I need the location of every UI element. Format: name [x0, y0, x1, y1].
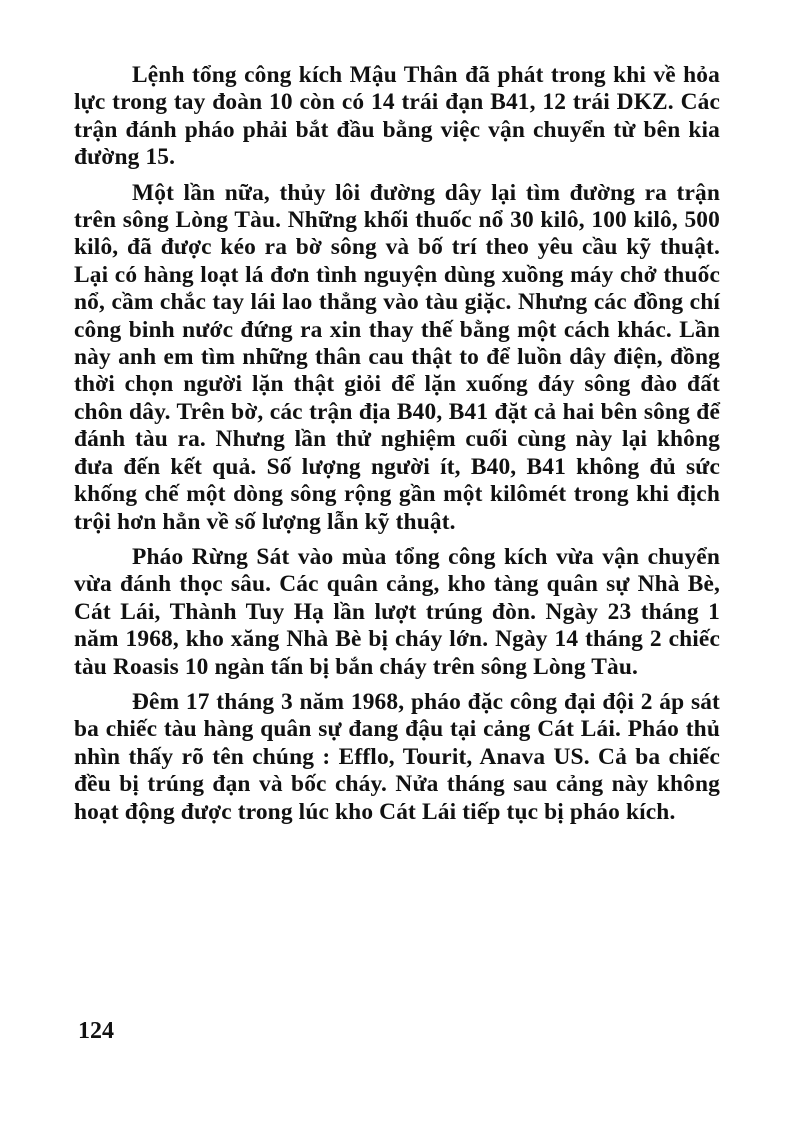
paragraph-1: Lệnh tổng công kích Mậu Thân đã phát trong khi về hỏa lực trong tay đoàn 10 còn có 14 trái đạn B41, 12 trái DKZ. Các trận đánh pháo phải bắt đầu bằng việc vận chuyển từ bên kia đường 15.	[74, 62, 720, 171]
paragraph-2: Một lần nữa, thủy lôi đường dây lại tìm đường ra trận trên sông Lòng Tàu. Những khối thuốc nổ 30 kilô, 100 kilô, 500 kilô, đã được kéo ra bờ sông và bố trí theo yêu cầu kỹ thuật. Lại có hàng loạt lá đơn tình nguyện dùng xuồng máy chở thuốc nổ, cầm chắc tay lái lao thẳng vào tàu giặc. Nhưng các đồng chí công binh nước đứng ra xin thay thế bằng một cách khác. Lần này anh em tìm những thân cau thật to để luồn dây điện, đồng thời chọn người lặn thật giỏi để lặn xuống đáy sông đào đất chôn dây. Trên bờ, các trận địa B40, B41 đặt cả hai bên sông để đánh tàu ra. Nhưng lần thử nghiệm cuối cùng này lại không đưa đến kết quả. Số lượng người ít, B40, B41 không đủ sức khống chế một dòng sông rộng gần một kilômét trong khi địch trội hơn hẳn về số lượng lẫn kỹ thuật.	[74, 179, 720, 535]
paragraph-4: Đêm 17 tháng 3 năm 1968, pháo đặc công đại đội 2 áp sát ba chiếc tàu hàng quân sự đang đậu tại cảng Cát Lái. Pháo thủ nhìn thấy rõ tên chúng : Efflo, Tourit, Anava US. Cả ba chiếc đều bị trúng đạn và bốc cháy. Nửa tháng sau cảng này không hoạt động được trong lúc kho Cát Lái tiếp tục bị pháo kích.	[74, 688, 720, 825]
page-number: 124	[78, 1018, 114, 1044]
paragraph-3: Pháo Rừng Sát vào mùa tổng công kích vừa vận chuyển vừa đánh thọc sâu. Các quân cảng, kho tàng quân sự Nhà Bè, Cát Lái, Thành Tuy Hạ lần lượt trúng đòn. Ngày 23 tháng 1 năm 1968, kho xăng Nhà Bè bị cháy lớn. Ngày 14 tháng 2 chiếc tàu Roasis 10 ngàn tấn bị bắn cháy trên sông Lòng Tàu.	[74, 543, 720, 680]
page-body	[74, 62, 720, 826]
